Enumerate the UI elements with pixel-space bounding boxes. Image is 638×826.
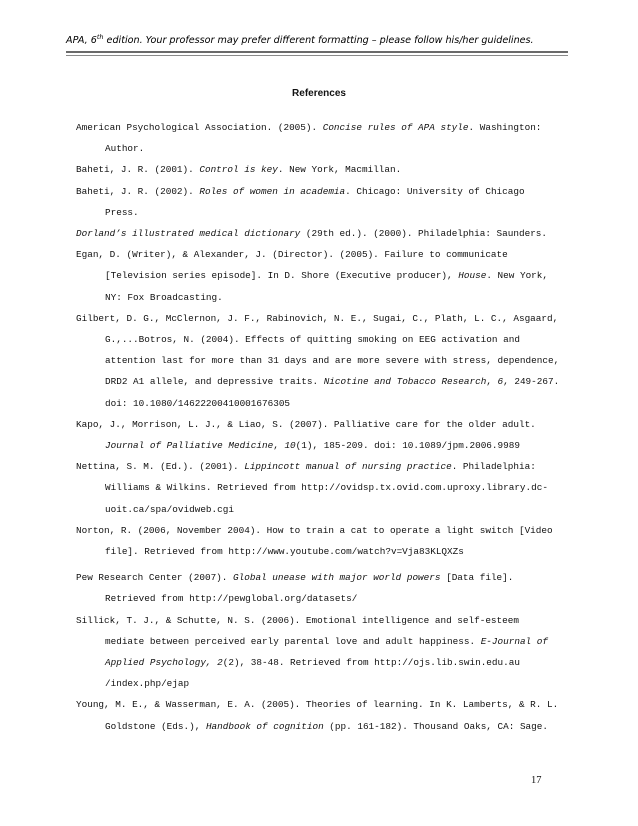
reference-segment: , 249-267. bbox=[503, 376, 560, 388]
reference-segment: . New York, Macmillan. bbox=[277, 164, 402, 176]
page-title: References bbox=[292, 88, 346, 99]
reference-segment: . Chicago: University of Chicago bbox=[345, 185, 525, 197]
header-rule-thin bbox=[66, 55, 568, 56]
reference-segment: Egan, D. (Writer), & Alexander, J. (Director). (2005). Failure to communicate bbox=[76, 249, 508, 261]
reference-segment: Baheti, J. R. (2001). bbox=[76, 164, 200, 176]
reference-segment: Retrieved from http://pewglobal.org/datasets/ bbox=[105, 593, 358, 605]
reference-segment: Gilbert, D. G., McClernon, J. F., Rabinovich, N. E., Sugai, C., Plath, L. C., Asgaard, bbox=[76, 312, 559, 324]
reference-italic-segment: House bbox=[458, 270, 487, 282]
reference-segment: Young, M. E., & Wasserman, E. A. (2005). Theories of learning. In K. Lamberts, & R. L. bbox=[76, 699, 559, 711]
header-text-pre: APA, 6 bbox=[66, 35, 97, 46]
reference-segment: (1), 185-209. doi: 10.1089/jpm.2006.9989 bbox=[295, 440, 520, 452]
reference-segment: (29th ed.). (2000). Philadelphia: Saunders. bbox=[300, 228, 548, 240]
reference-italic-segment: Nicotine and Tobacco Research bbox=[323, 376, 487, 388]
reference-segment: . New York, bbox=[486, 270, 548, 282]
reference-segment: . Washington: bbox=[468, 122, 542, 133]
reference-segment: , bbox=[486, 376, 498, 388]
reference-entry bbox=[76, 117, 566, 159]
reference-segment: , bbox=[273, 440, 285, 452]
reference-segment: DRD2 A1 allele, and depressive traits. bbox=[105, 376, 324, 388]
reference-segment: Goldstone (Eds.), bbox=[105, 720, 206, 732]
header-superscript: th bbox=[96, 32, 104, 41]
reference-italic-segment: 6 bbox=[497, 376, 504, 388]
reference-italic-segment: Journal of Palliative Medicine bbox=[105, 440, 274, 452]
header-text-post: edition. Your professor may prefer different formatting – please follow his/her guidelines. bbox=[103, 35, 534, 46]
reference-italic-segment: Dorland’s illustrated medical dictionary bbox=[76, 228, 301, 240]
reference-italic-segment: Global unease with major world powers bbox=[233, 572, 441, 584]
running-header bbox=[66, 32, 576, 46]
reference-entry bbox=[76, 694, 566, 736]
reference-segment: Pew Research Center (2007). bbox=[76, 572, 234, 584]
reference-segment: attention last for more than 31 days and are more severe with stress, dependence, bbox=[105, 355, 560, 367]
reference-entry bbox=[76, 181, 566, 223]
reference-entry bbox=[76, 244, 566, 308]
reference-segment: mediate between perceived early parental love and adult happiness. bbox=[105, 635, 481, 647]
reference-entry bbox=[76, 456, 566, 520]
reference-segment: doi: 10.1080/14622200410001676305 bbox=[105, 397, 291, 409]
reference-entry bbox=[76, 159, 566, 180]
reference-italic-segment: Control is key bbox=[199, 164, 278, 176]
reference-entry bbox=[76, 223, 566, 244]
reference-entry bbox=[76, 567, 566, 609]
reference-entry bbox=[76, 308, 566, 414]
reference-italic-segment: Concise rules of APA style bbox=[322, 122, 469, 133]
reference-segment: Press. bbox=[105, 206, 139, 218]
page-number: 17 bbox=[531, 775, 542, 786]
reference-italic-segment: Applied Psychology, 2 bbox=[105, 657, 223, 669]
reference-segment: file]. Retrieved from http://www.youtube.com/watch?v=Vja83KLQXZs bbox=[105, 546, 464, 558]
reference-italic-segment: Lippincott manual of nursing practice bbox=[244, 461, 452, 473]
reference-italic-segment: Handbook of cognition bbox=[205, 720, 324, 732]
header-rule-thick bbox=[66, 51, 568, 53]
reference-segment: Baheti, J. R. (2002). bbox=[76, 185, 200, 197]
reference-segment: Kapo, J., Morrison, L. J., & Liao, S. (2007). Palliative care for the older adult. bbox=[76, 418, 536, 430]
reference-segment: [Television series episode]. In D. Shore (Executive producer), bbox=[105, 270, 459, 282]
reference-segment: uoit.ca/spa/ovidweb.cgi bbox=[105, 503, 234, 515]
reference-entry bbox=[76, 610, 566, 695]
reference-italic-segment: E-Journal of bbox=[480, 635, 548, 647]
reference-segment: Williams & Wilkins. Retrieved from http://ovidsp.tx.ovid.com.uproxy.library.dc- bbox=[105, 482, 548, 494]
reference-segment: G.,...Botros, N. (2004). Effects of quitting smoking on EEG activation and bbox=[105, 334, 520, 346]
reference-segment: NY: Fox Broadcasting. bbox=[105, 291, 223, 303]
reference-segment: [Data file]. bbox=[440, 572, 514, 584]
reference-italic-segment: Roles of women in academia bbox=[199, 185, 346, 197]
reference-segment: . Philadelphia: bbox=[451, 461, 536, 473]
reference-segment: Norton, R. (2006, November 2004). How to train a cat to operate a light switch [Video bbox=[76, 524, 553, 536]
reference-entry bbox=[76, 520, 566, 562]
reference-segment: (2), 38-48. Retrieved from http://ojs.lib.swin.edu.au bbox=[222, 657, 520, 669]
reference-italic-segment: 10 bbox=[284, 440, 296, 452]
reference-segment: American Psychological Association. (2005). bbox=[76, 122, 323, 133]
reference-segment: Sillick, T. J., & Schutte, N. S. (2006). Emotional intelligence and self-esteem bbox=[76, 614, 519, 626]
reference-segment: Author. bbox=[105, 143, 145, 155]
reference-list bbox=[76, 117, 566, 737]
reference-entry bbox=[76, 414, 566, 456]
reference-segment: (pp. 161-182). Thousand Oaks, CA: Sage. bbox=[323, 720, 548, 732]
reference-segment: /index.php/ejap bbox=[105, 678, 190, 690]
reference-segment: Nettina, S. M. (Ed.). (2001). bbox=[76, 461, 245, 473]
